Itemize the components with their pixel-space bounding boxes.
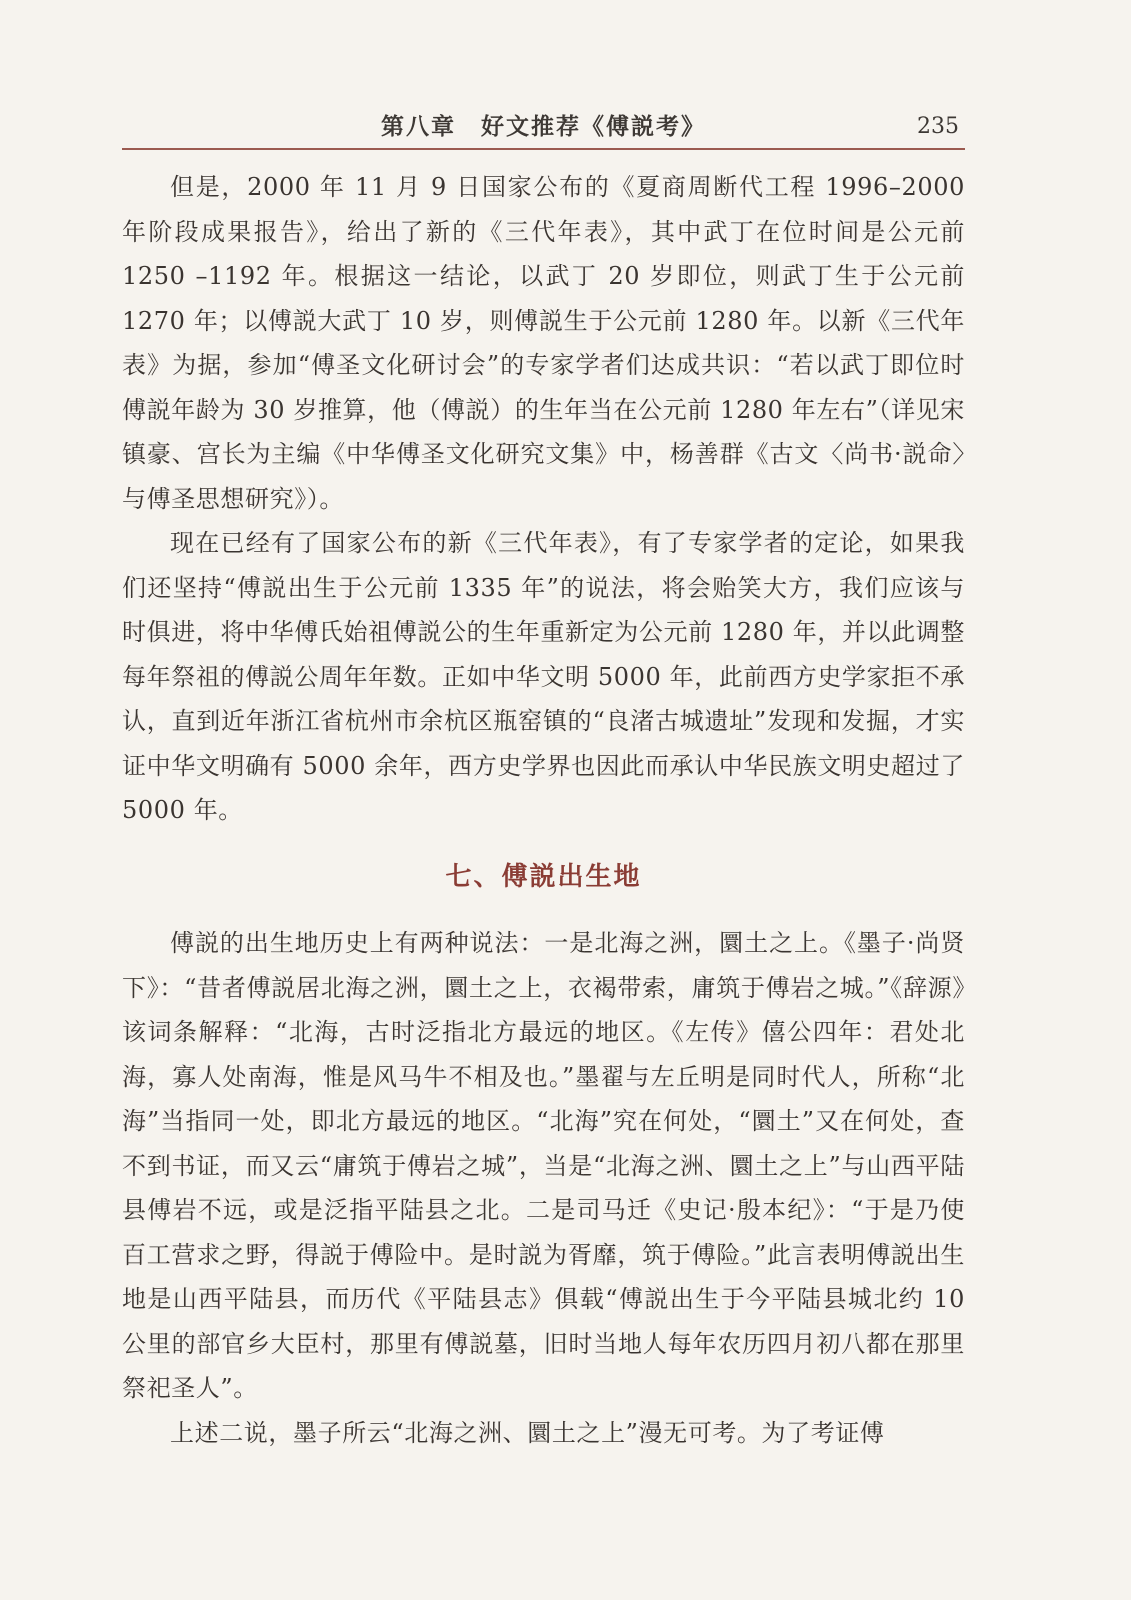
body-text-bottom [122, 921, 965, 1455]
paragraph: 但是，2000 年 11 月 9 日国家公布的《夏商周断代工程 1996–2000 年阶段成果报告》，给出了新的《三代年表》，其中武丁在位时间是公元前 1250 –1192 年。根据这一结论，以武丁 20 岁即位，则武丁生于公元前 1270 年；以傅説大武丁 10 岁，则傅説生于公元前 1280 年。以新《三代年表》为据，参加“傅圣文化研讨会”的专家学者们达成共识：“若以武丁即位时傅説年龄为 30 岁推算，他（傅説）的生年当在公元前 1280 年左右”（详见宋镇豪、宫长为主编《中华傅圣文化研究文集》中，杨善群《古文〈尚书·説命〉与傅圣思想研究》）。 [122, 173, 965, 513]
paragraph: 傅説的出生地历史上有两种说法：一是北海之洲，圜土之上。《墨子·尚贤下》：“昔者傅説居北海之洲，圜土之上，衣褐带索，庸筑于傅岩之城。”《辞源》该词条解释：“北海，古时泛指北方最远的地区。《左传》僖公四年：君处北海，寡人处南海，惟是风马牛不相及也。”墨翟与左丘明是同时代人，所称“北海”当指同一处，即北方最远的地区。“北海”究在何处，“圜土”又在何处，查不到书证，而又云“庸筑于傅岩之城”，当是“北海之洲、圜土之上”与山西平陆县傅岩不远，或是泛指平陆县之北。二是司马迁《史记·殷本纪》：“于是乃使百工营求之野，得説于傅险中。是时説为胥靡，筑于傅险。”此言表明傅説出生地是山西平陆县，而历代《平陆县志》俱载“傅説出生于今平陆县城北约 10 公里的部官乡大臣村，那里有傅説墓，旧时当地人每年农历四月初八都在那里祭祀圣人”。 [122, 929, 965, 1402]
body-text-top [122, 165, 965, 833]
running-header [122, 104, 965, 150]
chapter-title: 第八章 好文推荐《傅説考》 [381, 114, 706, 140]
paragraph: 上述二说，墨子所云“北海之洲、圜土之上”漫无可考。为了考证傅 [170, 1418, 885, 1447]
section-heading: 七、傅説出生地 [445, 862, 642, 892]
page-number: 235 [917, 114, 959, 139]
paragraph: 现在已经有了国家公布的新《三代年表》，有了专家学者的定论，如果我们还坚持“傅説出生于公元前 1335 年”的说法，将会贻笑大方，我们应该与时俱进，将中华傅氏始祖傅説公的生年重新定为公元前 1280 年，并以此调整每年祭祖的傅説公周年年数。正如中华文明 5000 年，此前西方史学家拒不承认，直到近年浙江省杭州市余杭区瓶窑镇的“良渚古城遗址”发现和发掘，才实证中华文明确有 5000 余年，西方史学界也因此而承认中华民族文明史超过了 5000 年。 [122, 529, 965, 824]
